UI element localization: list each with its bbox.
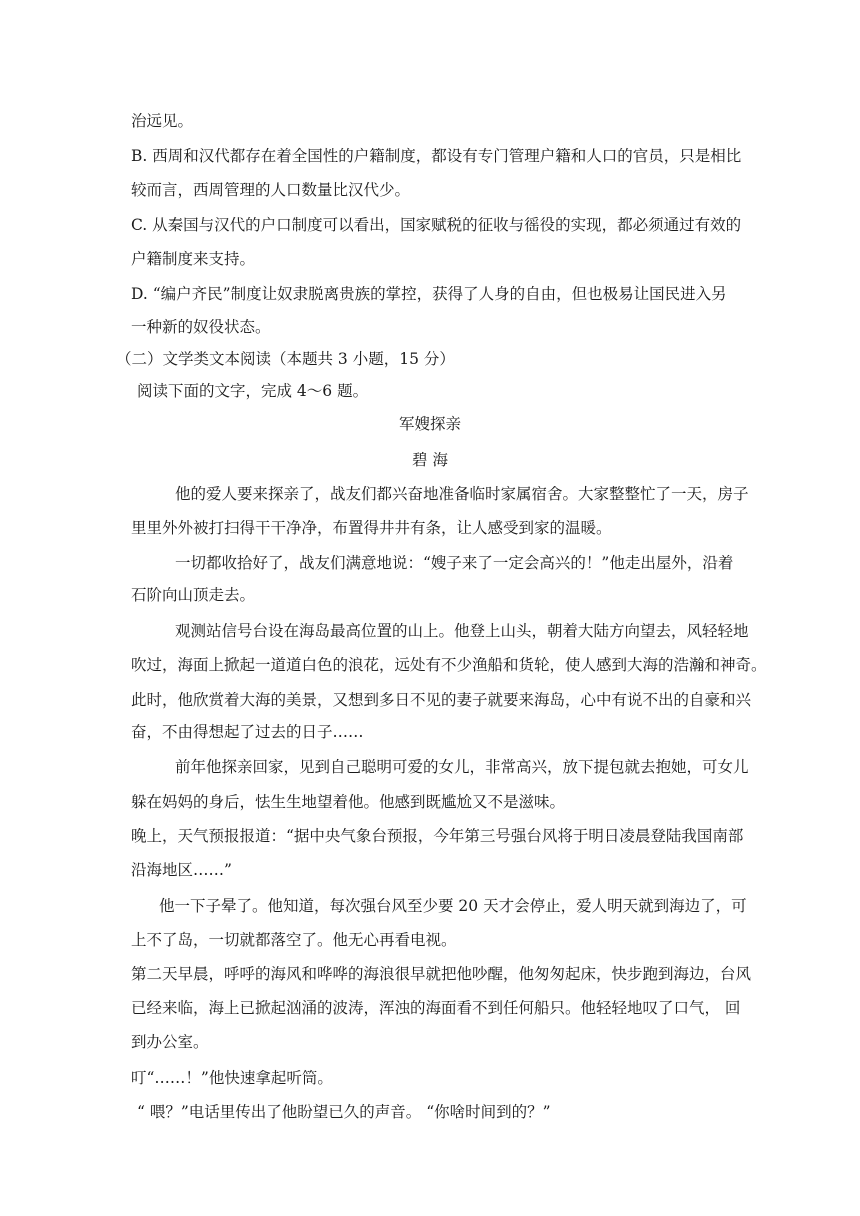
paragraph-line: 叮“……！”他快速拿起听筒。	[131, 1069, 333, 1087]
paragraph-line: “ 喂？”电话里传出了他盼望已久的声音。 “你啥时间到的？”	[137, 1103, 551, 1121]
paragraph-line: 上不了岛，一切就都落空了。他无心再看电视。	[131, 931, 457, 949]
paragraph-line: 奋，不由得想起了过去的日子……	[131, 723, 364, 741]
paragraph-line: 躲在妈妈的身后，怯生生地望着他。他感到既尴尬又不是滋味。	[131, 793, 566, 811]
paragraph-line: 此时，他欣赏着大海的美景，又想到多日不见的妻子就要来海岛，心中有说不出的自豪和兴	[131, 691, 752, 709]
paragraph-line: 前年他探亲回家，见到自己聪明可爱的女儿，非常高兴，放下提包就去抱她，可女儿	[175, 758, 749, 776]
paragraph-line: 他的爱人要来探亲了，战友们都兴奋地准备临时家属宿舍。大家整整忙了一天，房子	[175, 485, 749, 503]
paragraph-line: 他一下子晕了。他知道，每次强台风至少要 20 天才会停止，爱人明天就到海边了，可	[159, 897, 747, 915]
paragraph-line: 晚上，天气预报报道：“据中央气象台预报，今年第三号强台风将于明日凌晨登陆我国南部	[131, 827, 744, 845]
option-c-line: C. 从秦国与汉代的户口制度可以看出，国家赋税的征收与徭役的实现，都必须通过有效的	[131, 216, 742, 234]
section-heading: （二）文学类文本阅读（本题共 3 小题，15 分）	[116, 350, 455, 368]
paragraph-line: 一切都收拾好了，战友们满意地说：“嫂子来了一定会高兴的！”他走出屋外，沿着	[175, 554, 734, 572]
instruction: 阅读下面的文字，完成 4～6 题。	[137, 382, 369, 400]
text-line: 较而言，西周管理的人口数量比汉代少。	[131, 181, 411, 199]
article-title: 军嫂探亲	[398, 415, 461, 433]
article-author: 碧 海	[412, 451, 448, 469]
paragraph-line: 沿海地区……”	[131, 861, 232, 879]
paragraph-line: 第二天早晨，呼呼的海风和哗哗的海浪很早就把他吵醒，他匆匆起床，快步跑到海边，台风	[131, 965, 752, 983]
text-line: 一种新的奴役状态。	[131, 318, 271, 336]
paragraph-line: 观测站信号台设在海岛最高位置的山上。他登上山头，朝着大陆方向望去，风轻轻地	[175, 622, 749, 640]
paragraph-line: 里里外外被打扫得干干净净，布置得井井有条，让人感受到家的温暖。	[131, 519, 612, 537]
option-b-line: B. 西周和汉代都存在着全国性的户籍制度，都设有专门管理户籍和人口的官员，只是相比	[131, 147, 742, 165]
option-d-line: D. “编户齐民”制度让奴隶脱离贵族的掌控，获得了人身的自由，但也极易让国民进入另	[131, 285, 727, 303]
text-line: 户籍制度来支持。	[131, 250, 256, 268]
paragraph-line: 吹过，海面上掀起一道道白色的浪花，远处有不少渔船和货轮，使人感到大海的浩瀚和神奇。	[131, 656, 767, 674]
paragraph-line: 到办公室。	[131, 1033, 209, 1051]
paragraph-line: 石阶向山顶走去。	[131, 586, 256, 604]
text-line: 治远见。	[131, 112, 194, 130]
paragraph-line: 已经来临，海上已掀起汹涌的波涛，浑浊的海面看不到任何船只。他轻轻地叹了口气， 回	[131, 999, 741, 1017]
